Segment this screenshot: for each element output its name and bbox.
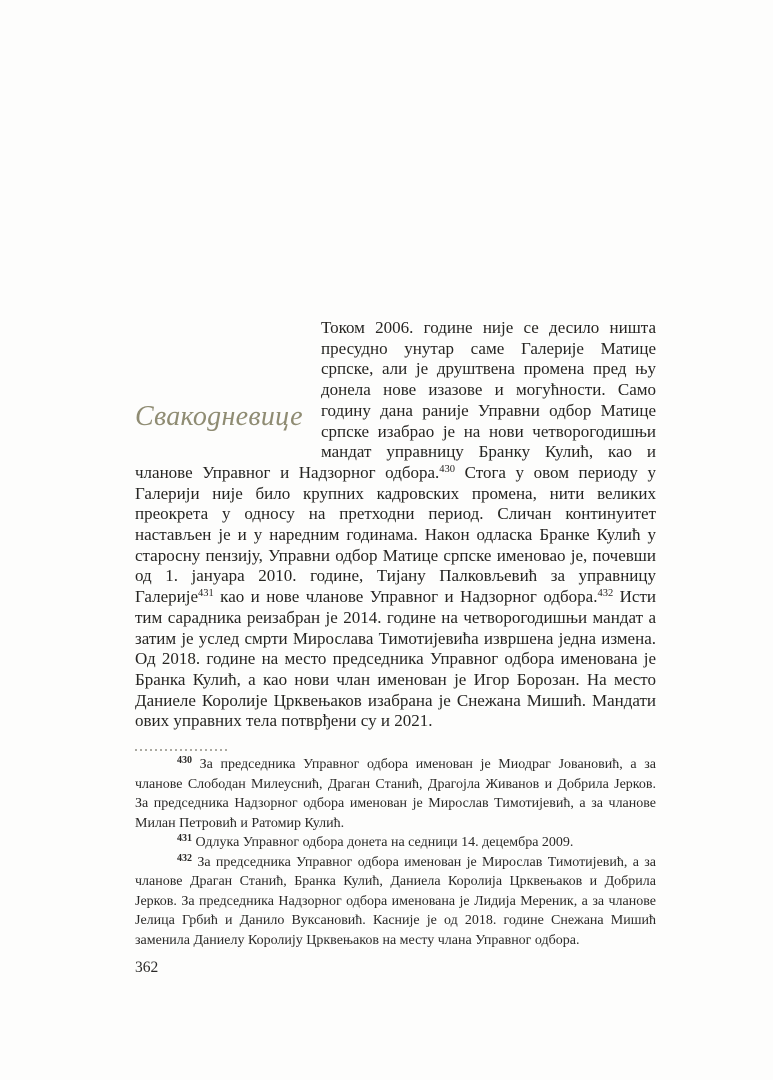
footnote-432: [135, 853, 656, 951]
body-text-part-4: Исти тим сарадника реизабран је 2014. године на четворогодишњи мандат а затим је услед смрти Мирослава Тимотијевића извршена једна измена. Од 2018. године на место председника Управног одбора именована је Бранка Кулић, а као нови члан именован је Игор Борозан. На место Даниеле Королије Црквењаков изабрана је Снежана Мишић. Мандати ових управних тела потврђени су и 2021.: [135, 587, 656, 731]
page-number: 362: [135, 959, 159, 977]
body-text-part-3: као и нове чланове Управног и Надзорног одбора.: [213, 587, 598, 607]
footnote-ref-431: 431: [198, 588, 214, 600]
footnote-430: [135, 755, 656, 833]
footnote-432-text: За председника Управног одбора именован је Мирослав Тимотијевић, а за чланове Драган Станић, Бранка Кулић, Даниела Королија Црквењаков и Добрила Јерков. За председника Надзорног одбора именована је Лидија Мереник, а за чланове Јелица Грбић и Данило Вуксановић. Касније је од 2018. године Снежана Мишић заменила Даниелу Королију Црквењаков на месту члана Управног одбора.: [135, 854, 656, 948]
footnote-432-marker: 432: [177, 852, 192, 864]
footnote-ref-432: 432: [597, 588, 614, 600]
footnote-ref-430: 430: [439, 463, 456, 475]
footnote-separator: [135, 749, 228, 751]
body-paragraph: [135, 318, 656, 732]
footnote-431-text: Одлука Управног одбора донета на седници 14. децембра 2009.: [195, 835, 574, 851]
footnote-431-marker: 431: [177, 833, 192, 845]
footnote-430-text: За председника Управног одбора именован је Миодраг Јовановић, а за чланове Слободан Милеуснић, Драган Станић, Драгојла Живанов и Добрила Јерков. За председника Надзорног одбора именован је Мирослав Тимотијевић, а за чланове Милан Петровић и Ратомир Кулић.: [135, 757, 657, 831]
body-text-part-1: Током 2006. године није се десило ништа пресудно унутар саме Галерије Матице српске, али је друштвена промена пред њу донела нове изазове и могућности. Само годину дана раније Управни одбор Матице српске изабрао је на нови четворогодишњи мандат управницу Бранку Кулић, као и чланове Управног и Надзорног одбора.: [135, 318, 656, 482]
body-text-part-2: Стога у овом периоду у Галерији није било крупних кадровских промена, нити великих преокрета у односу на претходни период. Сличан континуитет настављен је и у наредним годинама. Након одласка Бранке Кулић у старосну пензију, Управни одбор Матице српске именовао је, почевши од 1. јануара 2010. године, Тијану Палковљевић за управницу Галерије: [135, 462, 656, 607]
section-heading: Свакодневице: [135, 401, 303, 432]
footnotes-section: [135, 755, 656, 950]
margin-heading-float: [135, 380, 321, 461]
text-block: [135, 318, 656, 977]
footnote-430-marker: 430: [177, 755, 192, 767]
footnote-431: [135, 833, 656, 853]
